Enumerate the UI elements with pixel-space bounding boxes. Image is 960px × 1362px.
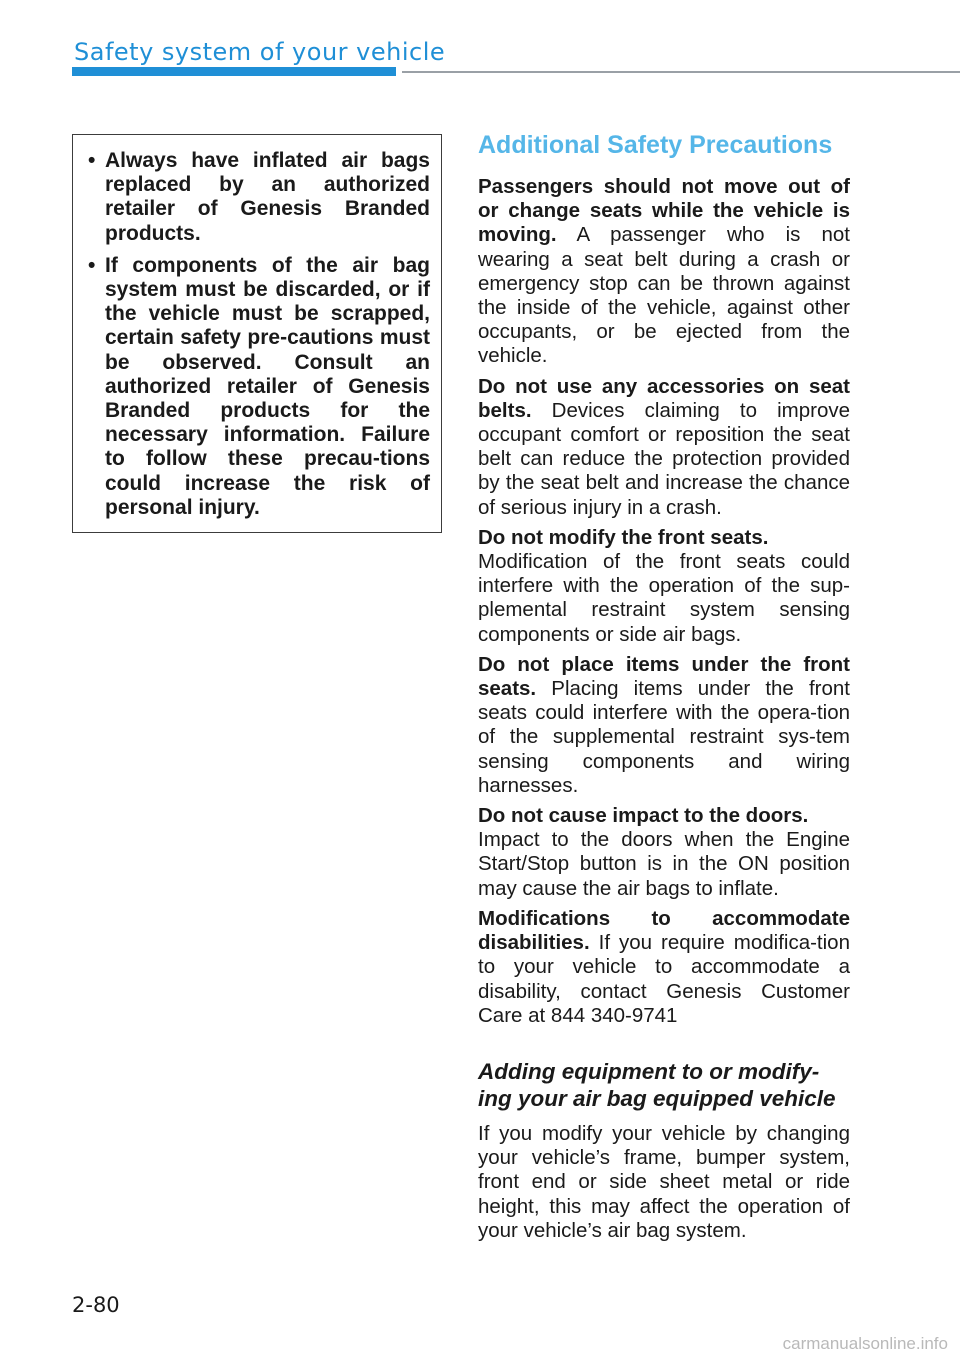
paragraph-body: Impact to the doors when the Engine Start/Stop button is in the ON position may cause the air bags to inflate. bbox=[478, 828, 850, 900]
precaution-paragraph bbox=[478, 526, 850, 647]
paragraph-body: Placing items under the front seats could interfere with the opera-tion of the supplemental restraint sys-tem sensing components and wiring harnesses. bbox=[478, 677, 850, 797]
paragraph-lead: Do not use any accessories on seat belts. bbox=[478, 374, 850, 422]
header-accent-bar bbox=[72, 67, 396, 76]
paragraph-lead: Passengers should not move out of or change seats while the vehicle is moving. bbox=[478, 175, 850, 247]
section-title: Additional Safety Precautions bbox=[478, 131, 833, 159]
precaution-paragraph bbox=[478, 804, 850, 901]
paragraph-body: Devices claiming to improve occupant comfort or reposition the seat belt can reduce the protection provided by the seat belt and increase the chance of serious injury in a crash. bbox=[478, 398, 850, 519]
main-column bbox=[478, 130, 850, 1249]
warning-list bbox=[87, 149, 430, 520]
page-number: 2-80 bbox=[72, 1293, 120, 1317]
paragraph-body: If you require modifica-tion to your vehicle to accommodate a disability, contact Genesis Customer Care at 844 340-9741 bbox=[478, 931, 850, 1027]
paragraph-body: Modification of the front seats could interfere with the operation of the sup-plemental restraint system sensing components or side air bags. bbox=[478, 550, 850, 646]
precaution-paragraph bbox=[478, 907, 850, 1028]
paragraph-lead: Modifications to accommodate disabilities. bbox=[478, 906, 850, 955]
warning-item: • If components of the air bag system must be discarded, or if the vehicle must be scrapped, certain safety pre-cautions must be observed. Consult an authorized retailer of Genesis Branded products for the necessary information. Failure to follow these precau-tions could increase the risk of personal injury. bbox=[87, 254, 430, 520]
warning-box bbox=[72, 134, 442, 533]
precaution-paragraph bbox=[478, 375, 850, 520]
paragraph-body: A passenger who is not wearing a seat belt during a crash or emergency stop can be thrown against the inside of the vehicle, against other occupants, or be ejected from the vehicle. bbox=[478, 223, 850, 368]
subsection-heading: Adding equipment to or modify-ing your air bag equipped vehicle bbox=[478, 1058, 836, 1111]
section-header-title: Safety system of your vehicle bbox=[74, 38, 446, 66]
paragraph-lead: Do not modify the front seats. bbox=[478, 525, 769, 549]
header-divider-line bbox=[402, 71, 960, 73]
paragraph-lead: Do not cause impact to the doors. bbox=[478, 804, 809, 828]
watermark: carmanualsonline.info bbox=[782, 1334, 948, 1353]
modification-paragraph: If you modify your vehicle by changing your vehicle’s frame, bumper system, front end or side sheet metal or ride height, this may affect the operation of your vehicle’s air bag system. bbox=[478, 1121, 850, 1242]
paragraph-lead: Do not place items under the front seats. bbox=[478, 652, 850, 701]
precaution-paragraph bbox=[478, 653, 850, 798]
precaution-paragraph bbox=[478, 175, 850, 369]
warning-item: • Always have inflated air bags replaced by an authorized retailer of Genesis Branded products. bbox=[87, 149, 430, 246]
